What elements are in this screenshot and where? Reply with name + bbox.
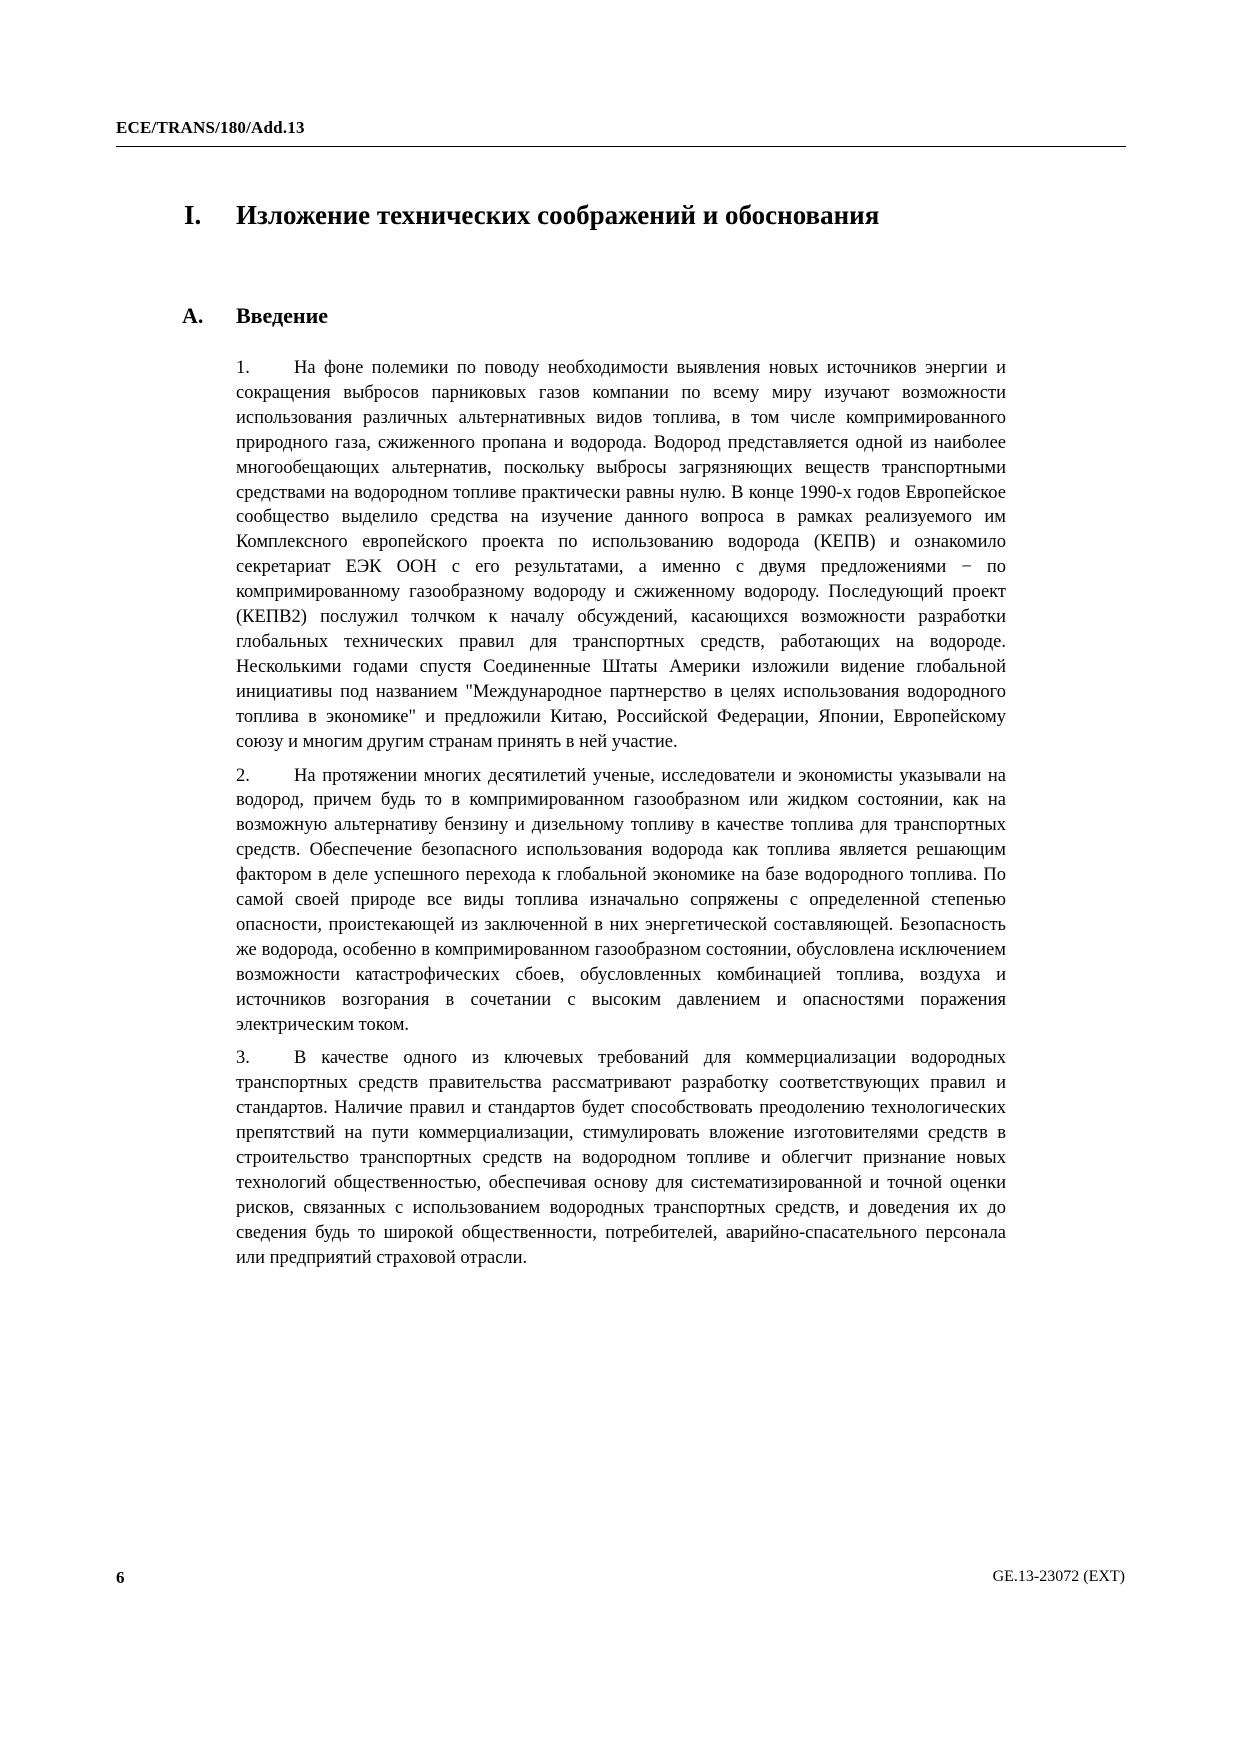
paragraph-text: На протяжении многих десятилетий ученые, исследователи и экономисты указывали на водород, причем будь то в компримированном газообразном или жидком состоянии, как на возможную альтернативу бензину и дизельному топливу в качестве топлива для транспортных средств. Обеспечение безопасного использования водорода как топлива является решающим фактором в деле успешного перехода к глобальной экономике на базе водородного топлива. По самой своей природе все виды топлива изначально сопряжены с определенной степенью опасности, проистекающей из заключенной в них энергетической составляющей. Безопасность же водорода, особенно в компримированном газообразном состоянии, обусловлена исключением возможности катастрофических сбоев, обусловленных комбинацией топлива, воздуха и источников возгорания в сочетании с высоким давлением и опасностями поражения электрическим током.: [236, 765, 1006, 1035]
job-number: GE.13-23072 (EXT): [992, 1568, 1125, 1585]
body-text: [236, 356, 1006, 1280]
paragraph-2: [236, 764, 1006, 1038]
document-symbol: ECE/TRANS/180/Add.13: [116, 118, 305, 137]
section-title: Введение: [236, 303, 329, 328]
paragraph-text: На фоне полемики по поводу необходимости выявления новых источников энергии и сокращения выбросов парниковых газов компании по всему миру изучают возможности использования различных альтернативных видов топлива, в том числе компримированного природного газа, сжиженного пропана и водорода. Водород представляется одной из наиболее многообещающих альтернатив, поскольку выбросы загрязняющих веществ транспортными средствами на водородном топливе практически равны нулю. В конце 1990-х годов Европейское сообщество выделило средства на изучение данного вопроса в рамках реализуемого им Комплексного европейского проекта по использованию водорода (КЕПВ) и ознакомило секретариат ЕЭК ООН с его результатами, а именно с двумя предложениями − по компримированному газообразному водороду и сжиженному водороду. Последующий проект (КЕПВ2) послужил толчком к началу обсуждений, касающихся возможности разработки глобальных технических правил для транспортных средств, работающих на водороде. Несколькими годами спустя Соединенные Штаты Америки изложили видение глобальной инициативы под названием "Международное партнерство в целях использования водородного топлива в экономике" и предложили Китаю, Российской Федерации, Японии, Европейскому союзу и многим другим странам принять в ней участие.: [236, 358, 1006, 752]
paragraph-number: 1.: [236, 358, 250, 378]
page-number: 6: [116, 1568, 125, 1587]
section-number: A.: [182, 303, 204, 328]
paragraph-number: 2.: [236, 765, 250, 786]
paragraph-number: 3.: [236, 1048, 250, 1069]
paragraph-text: В качестве одного из ключевых требований для коммерциализации водородных транспортных средств правительства рассматривают разработку соответствующих правил и стандартов. Наличие правил и стандартов будет способствовать преодолению технологических препятствий на пути коммерциализации, стимулировать вложение изготовителями средств в строительство транспортных средств на водородном топливе и облегчит признание новых технологий общественностью, обеспечивая основу для систематизированной и точной оценки рисков, связанных с использованием водородных транспортных средств, и доведения их до сведения будь то широкой общественности, потребителей, аварийно-спасательного персонала или предприятий страховой отрасли.: [236, 1048, 1006, 1268]
chapter-number: I.: [184, 200, 202, 230]
chapter-title: Изложение технических соображений и обоснования: [236, 200, 880, 230]
paragraph-1: [236, 356, 1006, 755]
header-rule: [116, 146, 1126, 147]
paragraph-3: [236, 1046, 1006, 1270]
